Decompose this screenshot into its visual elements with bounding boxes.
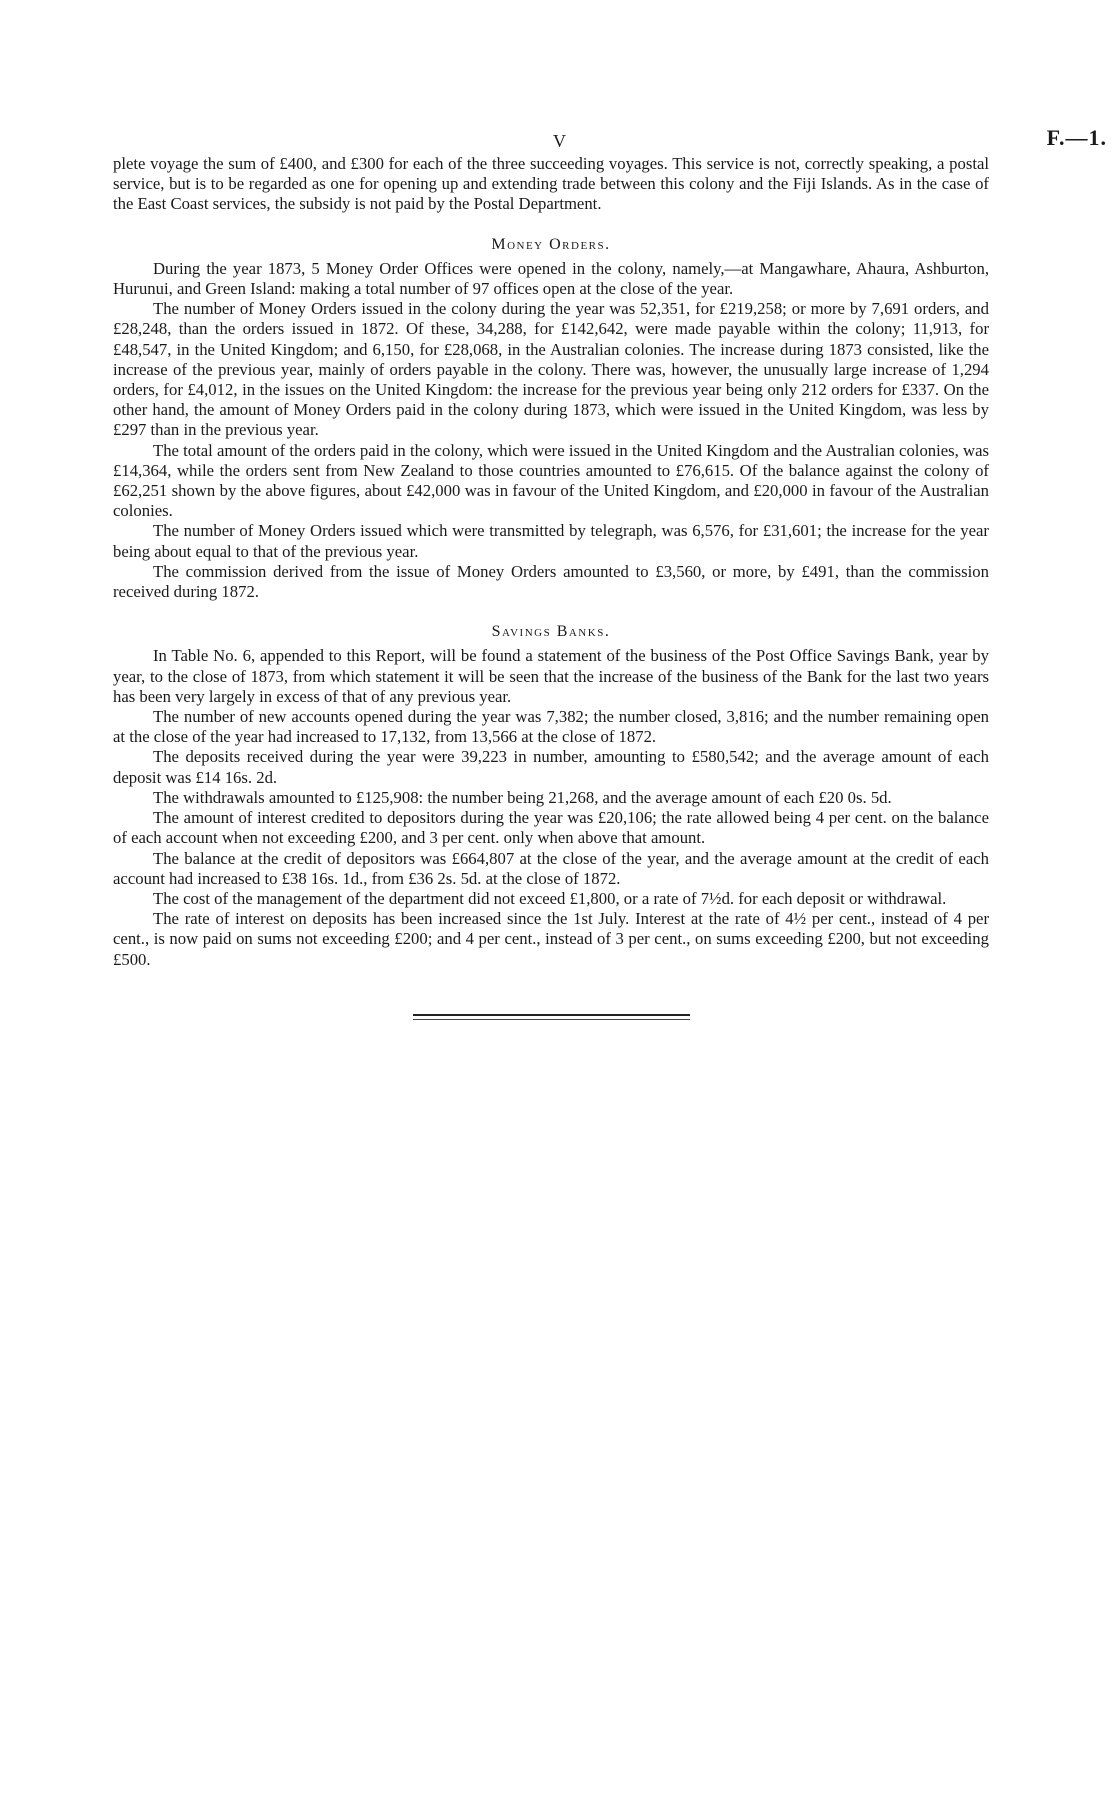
intro-paragraph: plete voyage the sum of £400, and £300 for each of the three succeeding voyages. This service is not, correctly speaking, a postal service, but is to be regarded as one for opening up and extending trade between this colony and the Fiji Islands. As in the case of the East Coast services, the subsidy is not paid by the Postal Department. [113,154,989,214]
savings-banks-paragraph: The rate of interest on deposits has been increased since the 1st July. Interest at the rate of 4½ per cent., instead of 4 per cent., is now paid on sums not exceeding £200; and 4 per cent., instead of 3 per cent., on sums exceeding £200, but not exceeding £500. [113,909,989,969]
end-rule-thin [413,1019,690,1020]
money-orders-paragraph: The number of Money Orders issued in the colony during the year was 52,351, for £219,258; or more by 7,691 orders, and £28,248, than the orders issued in 1872. Of these, 34,288, for £142,642, were made payable within the colony; 11,913, for £48,547, in the United Kingdom; and 6,150, for £28,068, in the Australian colonies. The increase during 1873 consisted, like the increase of the previous year, mainly of orders payable in the colony. There was, however, the unusually large increase of 1,294 orders, for £4,012, in the issues on the United Kingdom: the increase for the previous year being only 212 orders for £337. On the other hand, the amount of Money Orders paid in the colony during 1873, which were issued in the United Kingdom, was less by £297 than in the previous year. [113,299,989,440]
money-orders-paragraph: The number of Money Orders issued which were transmitted by telegraph, was 6,576, for £31,601; the increase for the year being about equal to that of the previous year. [113,521,989,561]
savings-banks-paragraph: The deposits received during the year were 39,223 in number, amounting to £580,542; and the average amount of each deposit was £14 16s. 2d. [113,747,989,787]
end-rule [413,1014,690,1020]
money-orders-paragraph: During the year 1873, 5 Money Order Offices were opened in the colony, namely,—at Mangawhare, Ahaura, Ashburton, Hurunui, and Green Island: making a total number of 97 offices open at the close of the year. [113,258,989,299]
savings-banks-heading: Savings Banks. [491,623,611,641]
savings-banks-paragraph: The balance at the credit of depositors was £664,807 at the close of the year, and the average amount at the credit of each account had increased to £38 16s. 1d., from £36 2s. 5d. at the close of 1872. [113,848,989,888]
savings-banks-paragraph: The cost of the management of the department did not exceed £1,800, or a rate of 7½d. for each deposit or withdrawal. [153,888,947,908]
page-number: V [553,131,567,151]
savings-banks-paragraph: The amount of interest credited to depositors during the year was £20,106; the rate allowed being 4 per cent. on the balance of each account when not exceeding £200, and 3 per cent. only when above that amount. [113,808,989,848]
money-orders-heading: Money Orders. [491,235,611,253]
document-reference: F.—1. [1046,125,1107,150]
money-orders-paragraph: The commission derived from the issue of Money Orders amounted to £3,560, or more, by £491, than the commission received during 1872. [113,561,989,602]
savings-banks-paragraph: The withdrawals amounted to £125,908: the number being 21,268, and the average amount of each £20 0s. 5d. [153,787,892,807]
end-rule-thick [413,1014,690,1016]
savings-banks-paragraph: The number of new accounts opened during the year was 7,382; the number closed, 3,816; and the number remaining open at the close of the year had increased to 17,132, from 13,566 at the close of 1872. [113,707,989,747]
page-header [113,0,1107,154]
savings-banks-paragraph: In Table No. 6, appended to this Report, will be found a statement of the business of the Post Office Savings Bank, year by year, to the close of 1873, from which statement it will be seen that the increase of the business of the Bank for the last two years has been very largely in excess of that of any previous year. [113,646,989,706]
money-orders-paragraph: The total amount of the orders paid in the colony, which were issued in the United Kingdom and the Australian colonies, was £14,364, while the orders sent from New Zealand to those countries amounted to £76,615. Of the balance against the colony of £62,251 shown by the above figures, about £42,000 was in favour of the United Kingdom, and £20,000 in favour of the Australian colonies. [113,440,989,521]
